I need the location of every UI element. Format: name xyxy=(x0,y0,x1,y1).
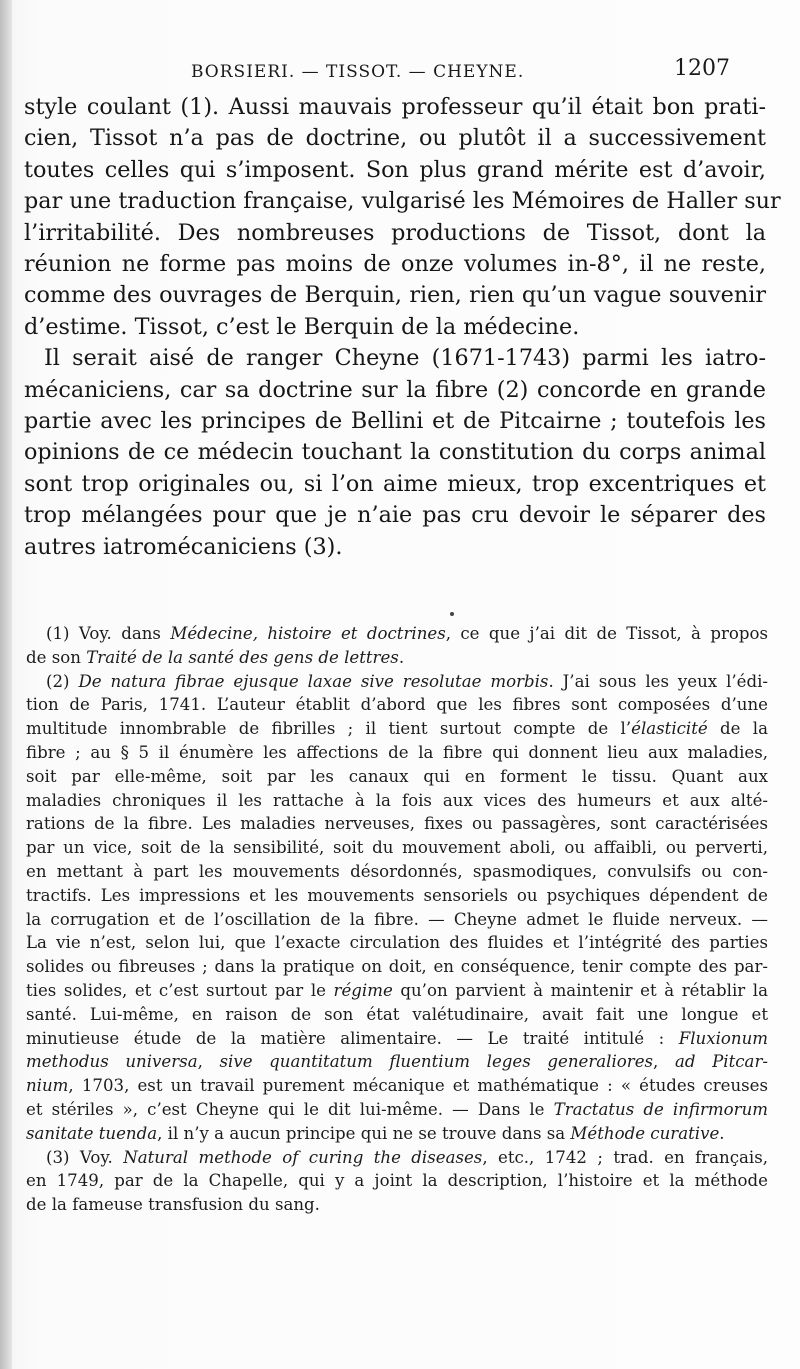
italic-run: Tractatus de infirmorum xyxy=(553,1099,768,1119)
italic-run: ad Pitcar- xyxy=(674,1052,768,1072)
text-run: ties solides, et c’est surtout par le xyxy=(26,980,334,1000)
italic-run: nium xyxy=(26,1076,69,1096)
footnote-line xyxy=(26,1050,768,1074)
text-line: comme des ouvrages de Berquin, rien, rien qu’un vague souvenir xyxy=(24,282,766,309)
text-run: , ce que j’ai dit de Tissot, à propos xyxy=(445,624,768,643)
footnote-line xyxy=(26,979,768,1003)
text-run: , xyxy=(197,1052,220,1072)
text-run: (1) Voy. dans xyxy=(46,624,171,643)
italic-run: Natural methode of curing the diseases xyxy=(123,1147,483,1167)
text-run: La vie n’est, selon lui, que l’exacte circulation des fluides et l’intégrité des parties xyxy=(26,933,768,953)
text-run: maladies chroniques il les rattache à la fois aux vices des humeurs et aux alté- xyxy=(26,790,768,810)
text-run: qu’on parvient à maintenir et à rétablir la xyxy=(392,980,768,1000)
italic-run: methodus universa xyxy=(26,1052,198,1072)
footnote-line xyxy=(26,646,768,670)
footnote-2 xyxy=(26,670,768,1146)
footnote-line xyxy=(26,908,768,932)
text-line: toutes celles qui s’imposent. Son plus grand mérite est d’avoir, xyxy=(24,156,766,183)
text-line: partie avec les principes de Bellini et de Pitcairne ; toutefois les xyxy=(24,408,766,435)
text-run: la corrugation et de l’oscillation de la fibre. — Cheyne admet le fluide nerveux. — xyxy=(26,909,768,929)
running-title: BORSIERI. — TISSOT. — CHEYNE. xyxy=(191,62,525,82)
italic-run: Méthode curative xyxy=(570,1123,720,1143)
text-run: tractifs. Les impressions et les mouvements sensoriels ou psychiques dépendent de xyxy=(26,885,768,905)
footnote-line xyxy=(26,1074,768,1098)
paragraph-2 xyxy=(24,343,766,563)
text-line: par une traduction française, vulgarisé les Mémoires de Haller sur xyxy=(24,188,781,215)
italic-run: De natura fibrae ejusque laxae sive resolutae morbis xyxy=(78,671,549,691)
footnote-line xyxy=(26,1027,768,1051)
footnote-line xyxy=(26,1003,768,1027)
text-run: fibre ; au § 5 il énumère les affections de la fibre qui donnent lieu aux maladies, xyxy=(26,742,768,762)
text-line: réunion ne forme pas moins de onze volumes in-8°, il ne reste, xyxy=(24,251,766,278)
text-run: tion de Paris, 1741. L’auteur établit d’abord que les fibres sont composées d’une xyxy=(26,695,768,715)
page-number: 1207 xyxy=(674,56,730,81)
text-line: opinions de ce médecin touchant la constitution du corps animal xyxy=(24,439,766,466)
text-line: autres iatromécaniciens (3). xyxy=(24,533,343,560)
footnote-line xyxy=(26,931,768,955)
text-run: de la xyxy=(707,719,768,739)
text-run: soit par elle-même, soit par les canaux qui en forment le tissu. Quant aux xyxy=(26,766,768,786)
paragraph-1 xyxy=(24,92,781,343)
footnote-3 xyxy=(26,1146,768,1217)
footnote-line xyxy=(26,1193,768,1217)
footnote-line xyxy=(26,1146,768,1170)
text-run: , 1703, est un travail purement mécanique et mathématique : « études creuses xyxy=(68,1076,768,1096)
footnote-line xyxy=(26,789,768,813)
main-text xyxy=(24,92,781,563)
italic-run: sanitate tuenda xyxy=(26,1123,158,1143)
text-line: Il serait aisé de ranger Cheyne (1671-1743) parmi les iatro- xyxy=(44,345,766,372)
text-run: santé. Lui-même, en raison de son état valétudinaire, avait fait une longue et xyxy=(26,1004,768,1024)
text-line: l’irritabilité. Des nombreuses productions de Tissot, dont la xyxy=(24,219,766,246)
text-run: . xyxy=(398,647,405,667)
text-run: minutieuse étude de la matière alimentaire. — Le traité intitulé : xyxy=(26,1028,679,1048)
footnote-line xyxy=(26,1122,768,1146)
footnote-separator-dot xyxy=(450,612,454,616)
text-line: d’estime. Tissot, c’est le Berquin de la médecine. xyxy=(24,313,580,340)
italic-run: Médecine, histoire et doctrines xyxy=(170,624,446,643)
footnote-line xyxy=(26,884,768,908)
footnote-line xyxy=(26,860,768,884)
text-run: . J’ai sous les yeux l’édi- xyxy=(548,671,769,691)
footnote-line xyxy=(26,1098,768,1122)
footnote-line xyxy=(26,765,768,789)
text-line: style coulant (1). Aussi mauvais professeur qu’il était bon prati- xyxy=(24,94,766,120)
text-line: mécaniciens, car sa doctrine sur la fibre (2) concorde en grande xyxy=(24,376,766,403)
text-run: , xyxy=(653,1052,675,1072)
text-run: par un vice, soit de la sensibilité, soit du mouvement aboli, ou affaibli, ou perverti, xyxy=(26,838,768,858)
footnote-line xyxy=(26,670,768,694)
footnote-line xyxy=(26,741,768,765)
text-run: rations de la fibre. Les maladies nerveuses, fixes ou passagères, sont caractérisées xyxy=(26,814,768,834)
page-header xyxy=(26,56,730,92)
text-run: en 1749, par de la Chapelle, qui y a joint la description, l’histoire et la méthode xyxy=(26,1171,768,1191)
footnote-line xyxy=(26,1169,768,1193)
page-gutter-shadow xyxy=(0,0,12,1369)
text-run: de la fameuse transfusion du sang. xyxy=(26,1195,320,1215)
italic-run: régime xyxy=(333,980,393,1000)
text-run: (2) xyxy=(46,671,79,691)
footnote-line xyxy=(26,812,768,836)
text-run: solides ou fibreuses ; dans la pratique on doit, en conséquence, tenir compte des par- xyxy=(26,957,768,977)
footnote-line xyxy=(26,955,768,979)
footnotes xyxy=(26,622,768,1217)
text-run: , etc., 1742 ; trad. en français, xyxy=(482,1147,769,1167)
footnote-1 xyxy=(26,622,768,670)
footnote-line xyxy=(26,717,768,741)
footnote-line xyxy=(26,693,768,717)
text-line: cien, Tissot n’a pas de doctrine, ou plutôt il a successivement xyxy=(24,125,766,152)
text-run: multitude innombrable de fibrilles ; il tient surtout compte de l’ xyxy=(26,719,632,739)
text-run: et stériles », c’est Cheyne qui le dit lui-même. — Dans le xyxy=(26,1099,554,1119)
text-run: de son xyxy=(26,647,87,667)
italic-run: sive quantitatum fluentium leges generaliores xyxy=(219,1052,654,1072)
footnote-line xyxy=(26,622,768,646)
text-run: (3) Voy. xyxy=(46,1147,124,1167)
italic-run: Traité de la santé des gens de lettres xyxy=(86,647,399,667)
italic-run: Fluxionum xyxy=(678,1028,768,1048)
footnote-line xyxy=(26,836,768,860)
text-line: trop mélangées pour que je n’aie pas cru devoir le séparer des xyxy=(24,502,766,529)
text-line: sont trop originales ou, si l’on aime mieux, trop excentriques et xyxy=(24,470,766,497)
text-run: , il n’y a aucun principe qui ne se trouve dans sa xyxy=(157,1123,571,1143)
text-run: . xyxy=(719,1123,725,1143)
italic-run: élasticité xyxy=(631,719,708,739)
text-run: en mettant à part les mouvements désordonnés, spasmodiques, convulsifs ou con- xyxy=(26,861,768,881)
